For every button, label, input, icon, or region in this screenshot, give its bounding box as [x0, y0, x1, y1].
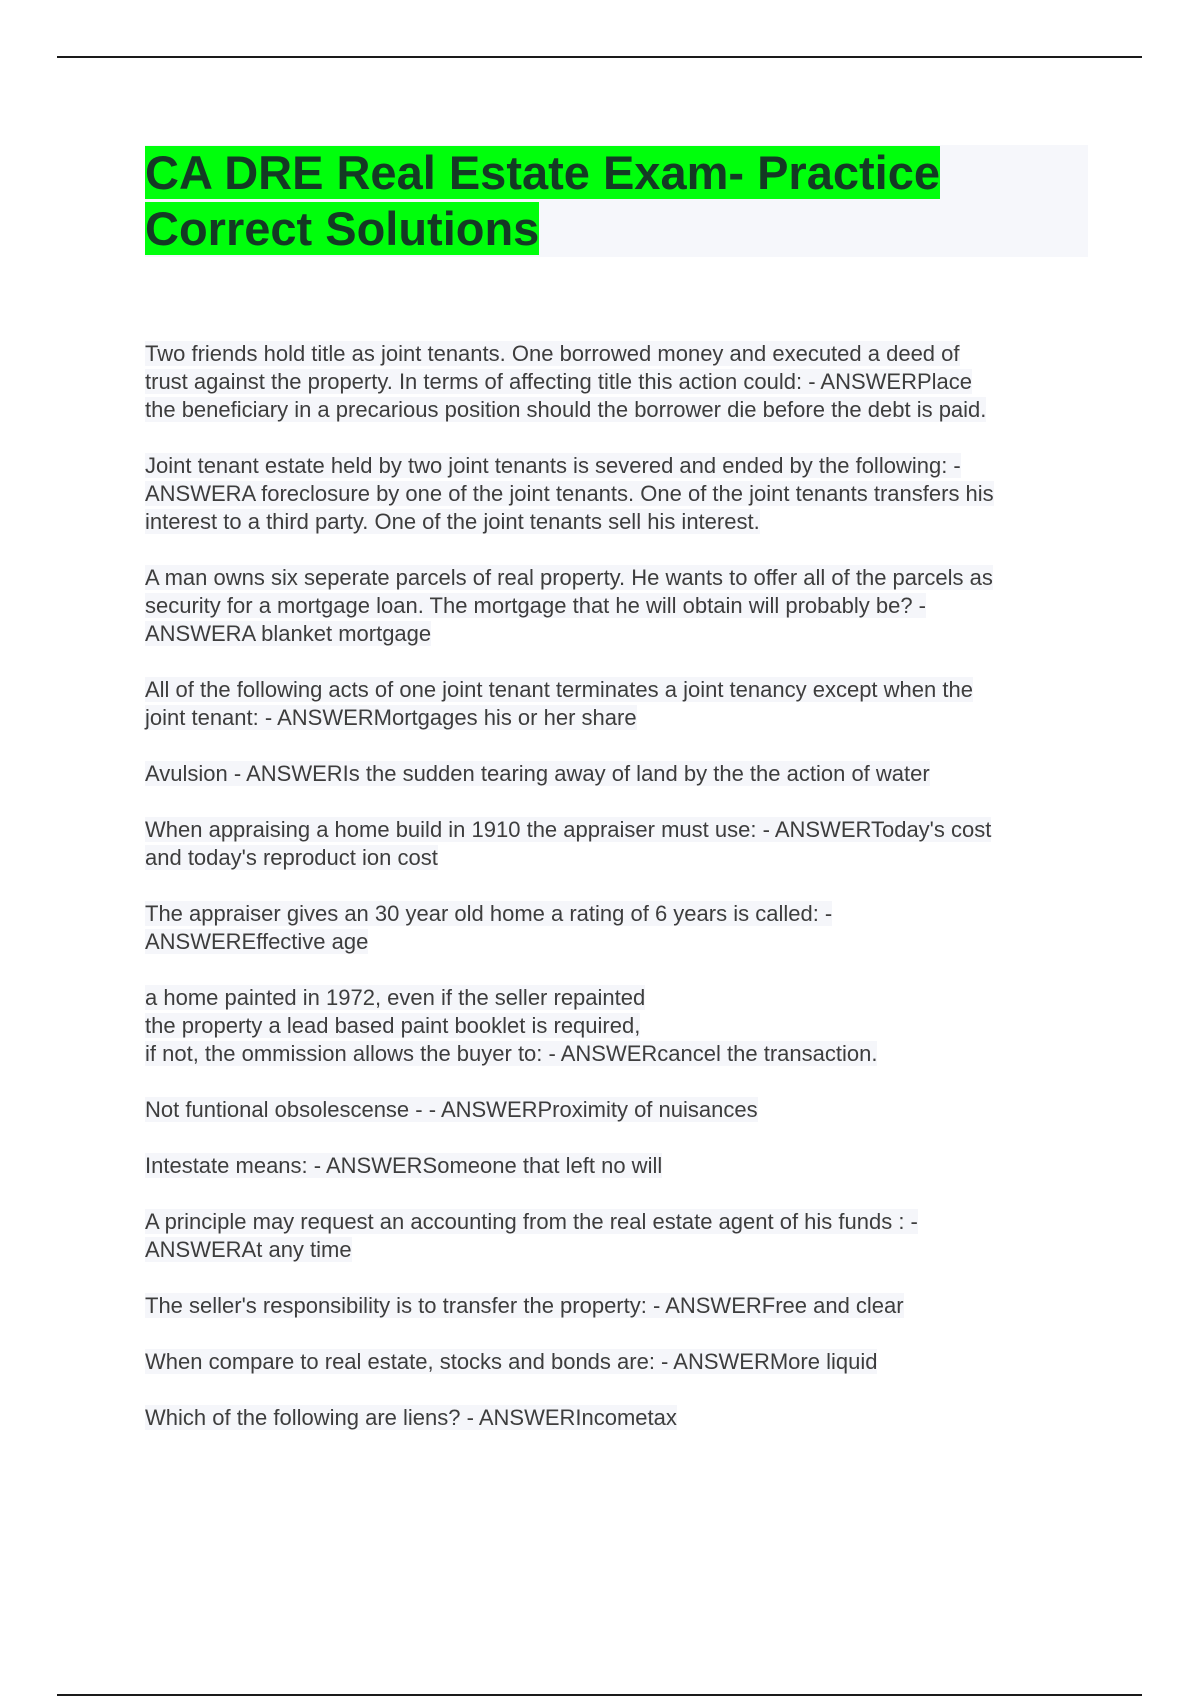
document-title: [145, 145, 1088, 257]
bottom-rule: [57, 1694, 1142, 1696]
qa-item: The seller's responsibility is to transfer the property: - ANSWERFree and clear: [145, 1293, 904, 1318]
qa-item: Joint tenant estate held by two joint tenants is severed and ended by the following: - ANSWERA foreclosure by one of the joint tenants. One of the joint tenants transfers his interest to a third party. One of the joint tenants sell his interest.: [145, 453, 994, 534]
document-title-block: [145, 145, 1088, 257]
qa-item: Avulsion - ANSWERIs the sudden tearing away of land by the the action of water: [145, 761, 930, 786]
qa-item: All of the following acts of one joint tenant terminates a joint tenancy except when the joint tenant: - ANSWERMortgages his or her share: [145, 677, 973, 730]
qa-list: [145, 340, 1095, 1432]
qa-item: When compare to real estate, stocks and bonds are: - ANSWERMore liquid: [145, 1349, 878, 1374]
qa-item: When appraising a home build in 1910 the appraiser must use: - ANSWERToday's cost and today's reproduct ion cost: [145, 817, 992, 870]
title-line-1: CA DRE Real Estate Exam- Practice: [145, 146, 940, 199]
qa-item: The appraiser gives an 30 year old home a rating of 6 years is called: - ANSWEREffective age: [145, 901, 833, 954]
qa-item: Intestate means: - ANSWERSomeone that left no will: [145, 1153, 663, 1178]
qa-item: A man owns six seperate parcels of real property. He wants to offer all of the parcels as security for a mortgage loan. The mortgage that he will obtain will probably be? - ANSWERA blanket mortgage: [145, 565, 993, 646]
qa-item: Two friends hold title as joint tenants. One borrowed money and executed a deed of trust against the property. In terms of affecting title this action could: - ANSWERPlace the beneficiary in a precarious position should the borrower die before the debt is paid.: [145, 341, 987, 422]
title-line-2: Correct Solutions: [145, 202, 540, 255]
qa-item: a home painted in 1972, even if the seller repainted the property a lead based paint booklet is required, if not, the ommission allows the buyer to: - ANSWERcancel the transaction.: [145, 985, 878, 1066]
qa-item: Which of the following are liens? - ANSWERIncometax: [145, 1405, 677, 1430]
qa-item: Not funtional obsolescense - - ANSWERProximity of nuisances: [145, 1097, 758, 1122]
top-rule: [57, 56, 1142, 58]
qa-item: A principle may request an accounting from the real estate agent of his funds : - ANSWERAt any time: [145, 1209, 918, 1262]
